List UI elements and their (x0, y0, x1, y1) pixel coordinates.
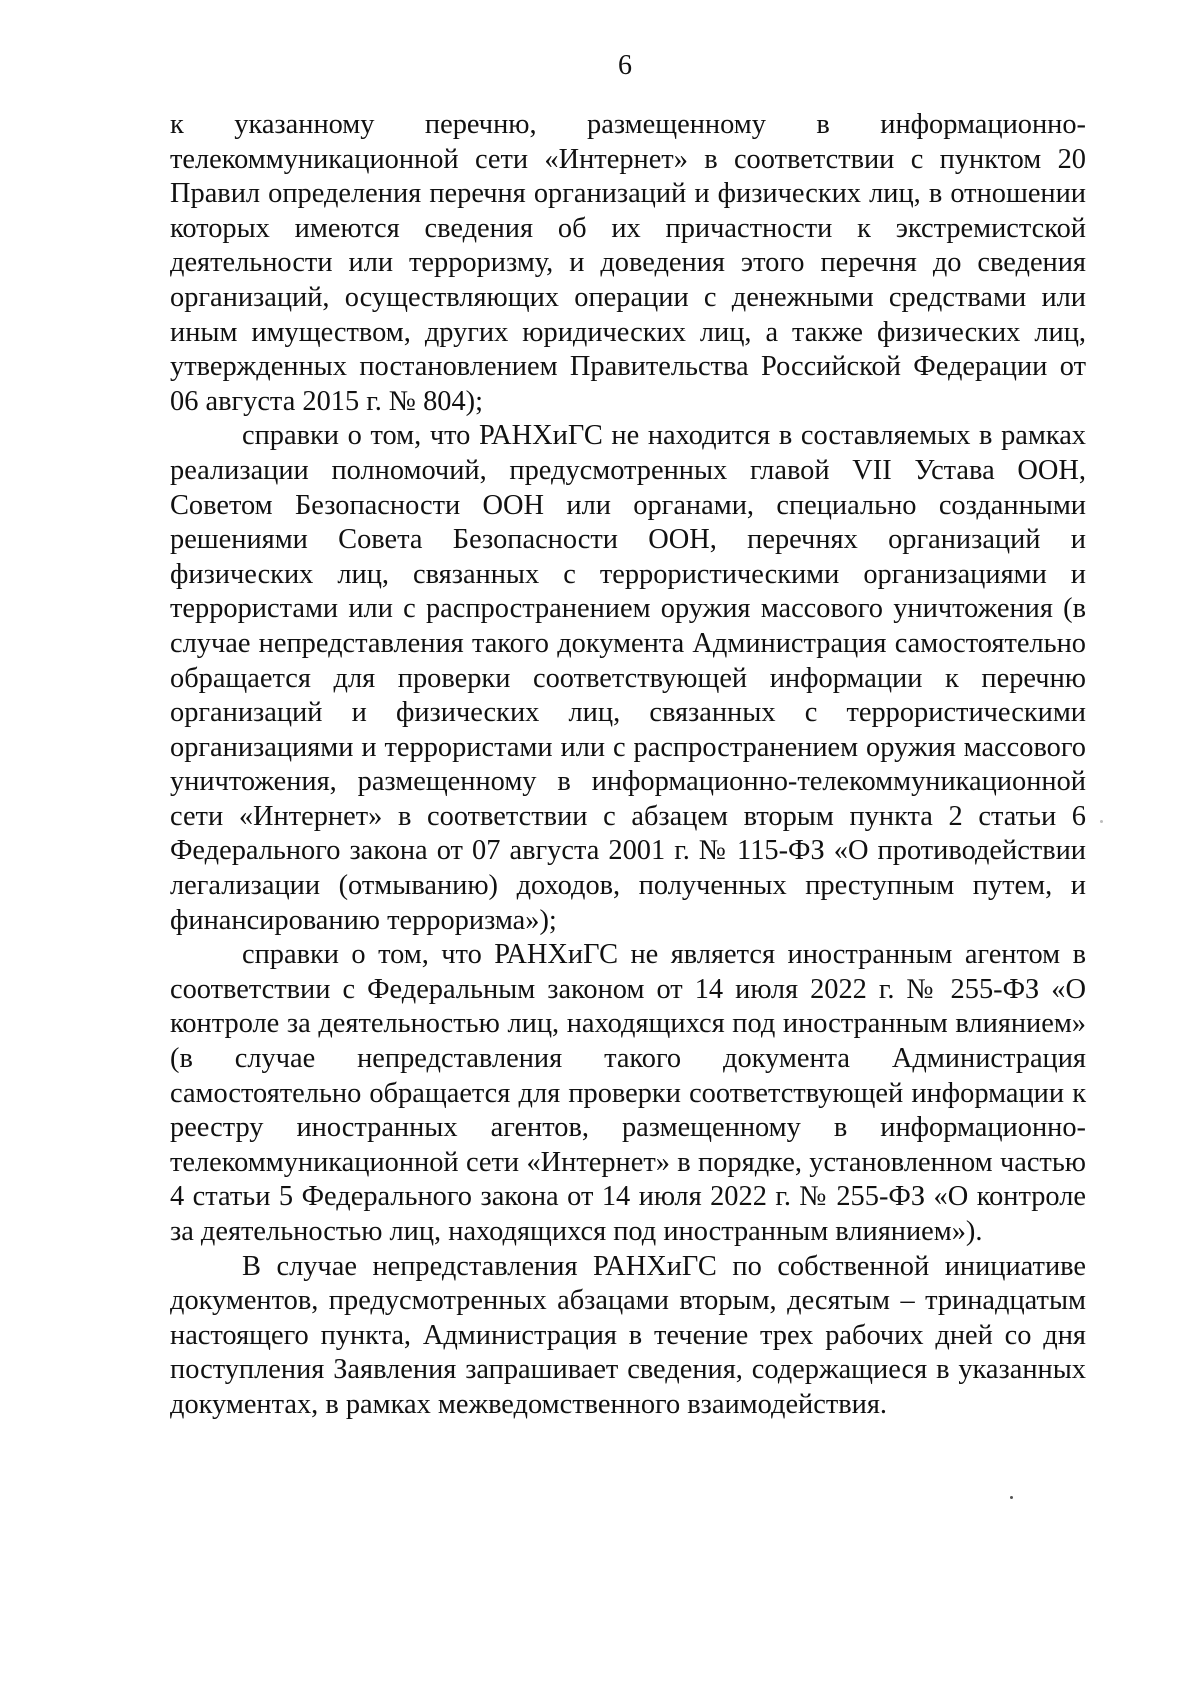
document-body (170, 108, 1086, 1423)
paragraph-interagency-request: В случае непредставления РАНХиГС по собственной инициативе документов, предусмотренных абзацами вторым, десятым – тринадцатым настоящего пункта, Администрация в течение трех рабочих дней со дня поступления Заявления запрашивает сведения, содержащиеся в указанных документах, в рамках межведомственного взаимодействия. (170, 1250, 1086, 1420)
paragraph-continuation: к указанному перечню, размещенному в информационно-телекоммуникационной сети «Интернет» в соответствии с пунктом 20 Правил определения перечня организаций и физических лиц, в отношении которых имеются сведения об их причастности к экстремистской деятельности или терроризму, и доведения этого перечня до сведения организаций, осуществляющих операции с денежными средствами или иным имуществом, других юридических лиц, а также физических лиц, утвержденных постановлением Правительства Российской Федерации от 06 августа 2015 г. № 804); (170, 109, 1086, 417)
scan-speck (1100, 820, 1103, 823)
paragraph-un-sanctions-certificate: справки о том, что РАНХиГС не находится в составляемых в рамках реализации полномочий, предусмотренных главой VII Устава ООН, Советом Безопасности ООН или органами, специально созданными решениями Совета Безопасности ООН, перечнях организаций и физических лиц, связанных с террористическими организациями и террористами или с распространением оружия массового уничтожения (в случае непредставления такого документа Администрация самостоятельно обращается для проверки соответствующей информации к перечню организаций и физических лиц, связанных с террористическими организациями и террористами или с распространением оружия массового уничтожения, размещенному в информационно-телекоммуникационной сети «Интернет» в соответствии с абзацем вторым пункта 2 статьи 6 Федерального закона от 07 августа 2001 г. № 115-ФЗ «О противодействии легализации (отмыванию) доходов, полученных преступным путем, и финансированию терроризма»); (170, 420, 1086, 936)
paragraph-foreign-agent-certificate: справки о том, что РАНХиГС не является иностранным агентом в соответствии с Федеральным законом от 14 июля 2022 г. № 255-ФЗ «О контроле за деятельностью лиц, находящихся под иностранным влиянием» (в случае непредставления такого документа Администрация самостоятельно обращается для проверки соответствующей информации к реестру иностранных агентов, размещенному в информационно-телекоммуникационной сети «Интернет» в порядке, установленном частью 4 статьи 5 Федерального закона от 14 июля 2022 г. № 255-ФЗ «О контроле за деятельностью лиц, находящихся под иностранным влиянием»). (170, 939, 1086, 1247)
scan-speck (1010, 1496, 1013, 1499)
page-number: 6 (618, 50, 632, 81)
